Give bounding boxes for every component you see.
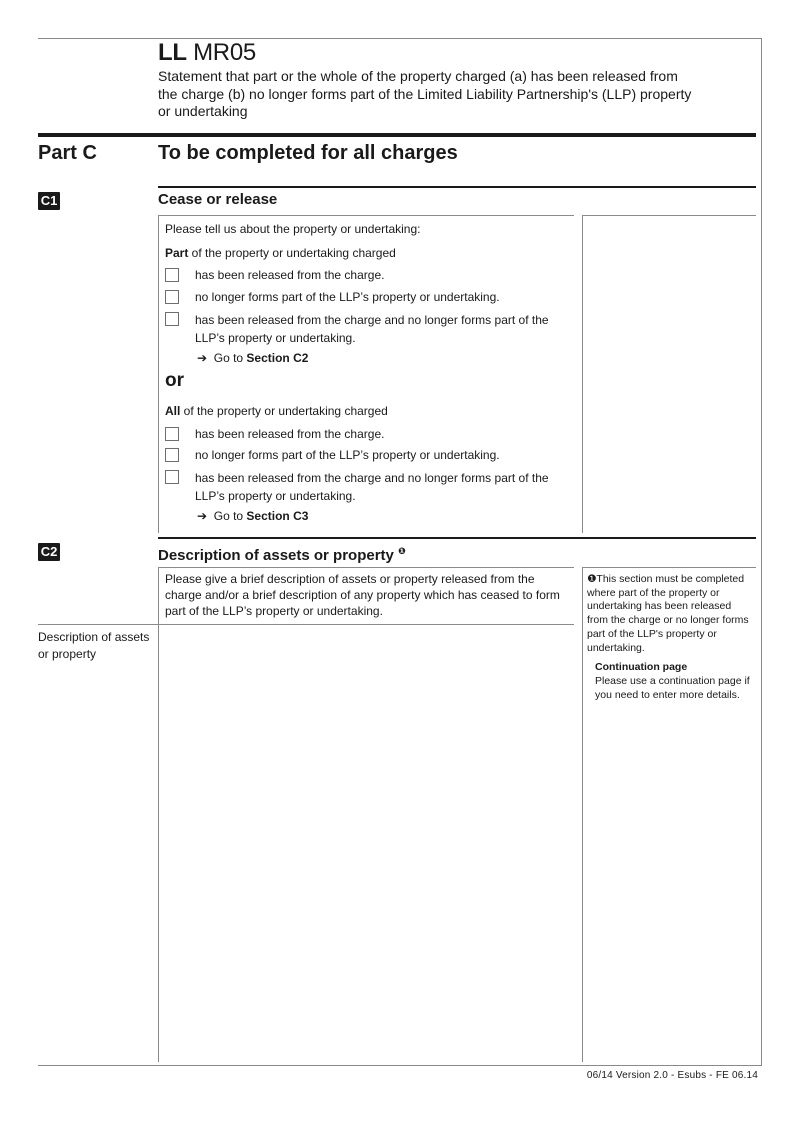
c2-note-box-top xyxy=(582,567,756,568)
section-badge-c2: C2 xyxy=(38,543,60,561)
c2-box-top xyxy=(158,567,574,568)
form-subtitle: Statement that part or the whole of the property charged (a) has been released from the charge (b) no longer forms part of the Limited Liability Partnership's (LLP) property or undertaking xyxy=(158,68,692,119)
option-label: has been released from the charge. xyxy=(195,268,385,282)
checkbox-part-released[interactable] xyxy=(165,268,179,282)
section-badge-c1: C1 xyxy=(38,192,60,210)
part-label: Part C xyxy=(38,142,97,164)
c2-box-right xyxy=(582,567,583,1062)
c2-field-top xyxy=(38,624,574,625)
option-label: no longer forms part of the LLP’s property or undertaking. xyxy=(195,448,500,462)
field-label-description: Description of assets or property xyxy=(38,630,150,661)
c2-rule xyxy=(158,537,756,539)
checkbox-part-released-and-no-longer[interactable] xyxy=(165,312,179,326)
form-code: LL MR05 xyxy=(158,39,256,66)
part-rule xyxy=(38,133,756,137)
arrow-right-icon: ➔ xyxy=(197,351,208,365)
checkbox-part-no-longer-forms[interactable] xyxy=(165,290,179,304)
checkbox-all-released-and-no-longer[interactable] xyxy=(165,470,179,484)
c1-all-heading: All of the property or undertaking charged xyxy=(165,404,388,418)
option-label: has been released from the charge and no longer forms part of the LLP’s property or undertaking. xyxy=(195,471,549,503)
footer-version: 06/14 Version 2.0 - Esubs - FE 06.14 xyxy=(586,1070,758,1081)
note-marker-icon: ❶ xyxy=(398,546,406,556)
option-label: has been released from the charge and no longer forms part of the LLP’s property or undertaking. xyxy=(195,313,549,345)
goto-section-c3: ➔ Go to Section C3 xyxy=(197,509,309,523)
top-rule xyxy=(38,38,762,39)
checkbox-all-released[interactable] xyxy=(165,427,179,441)
c1-note-box-top xyxy=(582,215,756,216)
c2-title: Description of assets or property $^❶$ xyxy=(158,546,406,564)
bottom-rule xyxy=(38,1065,762,1066)
c1-box-left xyxy=(158,215,159,533)
option-label: has been released from the charge. xyxy=(195,427,385,441)
or-label: or xyxy=(165,370,184,391)
c1-rule xyxy=(158,186,756,188)
option-label: no longer forms part of the LLP’s property or undertaking. xyxy=(195,290,500,304)
arrow-right-icon: ➔ xyxy=(197,509,208,523)
side-note: ❶This section must be completed where part of the property or undertaking has been released from the charge or no longer forms part of the LLP's property or undertaking. xyxy=(587,573,749,654)
c1-title: Cease or release xyxy=(158,191,278,208)
c1-box-right xyxy=(582,215,583,533)
checkbox-all-no-longer-forms[interactable] xyxy=(165,448,179,462)
note-marker-icon: ❶ xyxy=(587,573,597,585)
c2-box-left xyxy=(158,567,159,1062)
part-title: To be completed for all charges xyxy=(158,142,458,164)
right-frame-rule xyxy=(761,38,762,1066)
description-textarea[interactable] xyxy=(160,626,574,1062)
continuation-heading: Continuation page xyxy=(595,661,688,673)
continuation-text: Please use a continuation page if you need to enter more details. xyxy=(595,675,750,701)
goto-section-c2: ➔ Go to Section C2 xyxy=(197,351,309,365)
c1-part-heading: Part of the property or undertaking charged xyxy=(165,246,396,260)
c2-instruction: Please give a brief description of assets or property released from the charge and/or a brief description of any property which has ceased to form part of the LLP’s property or undertaking. xyxy=(165,572,560,618)
c1-intro: Please tell us about the property or undertaking: xyxy=(165,222,421,236)
c1-box-top xyxy=(158,215,574,216)
